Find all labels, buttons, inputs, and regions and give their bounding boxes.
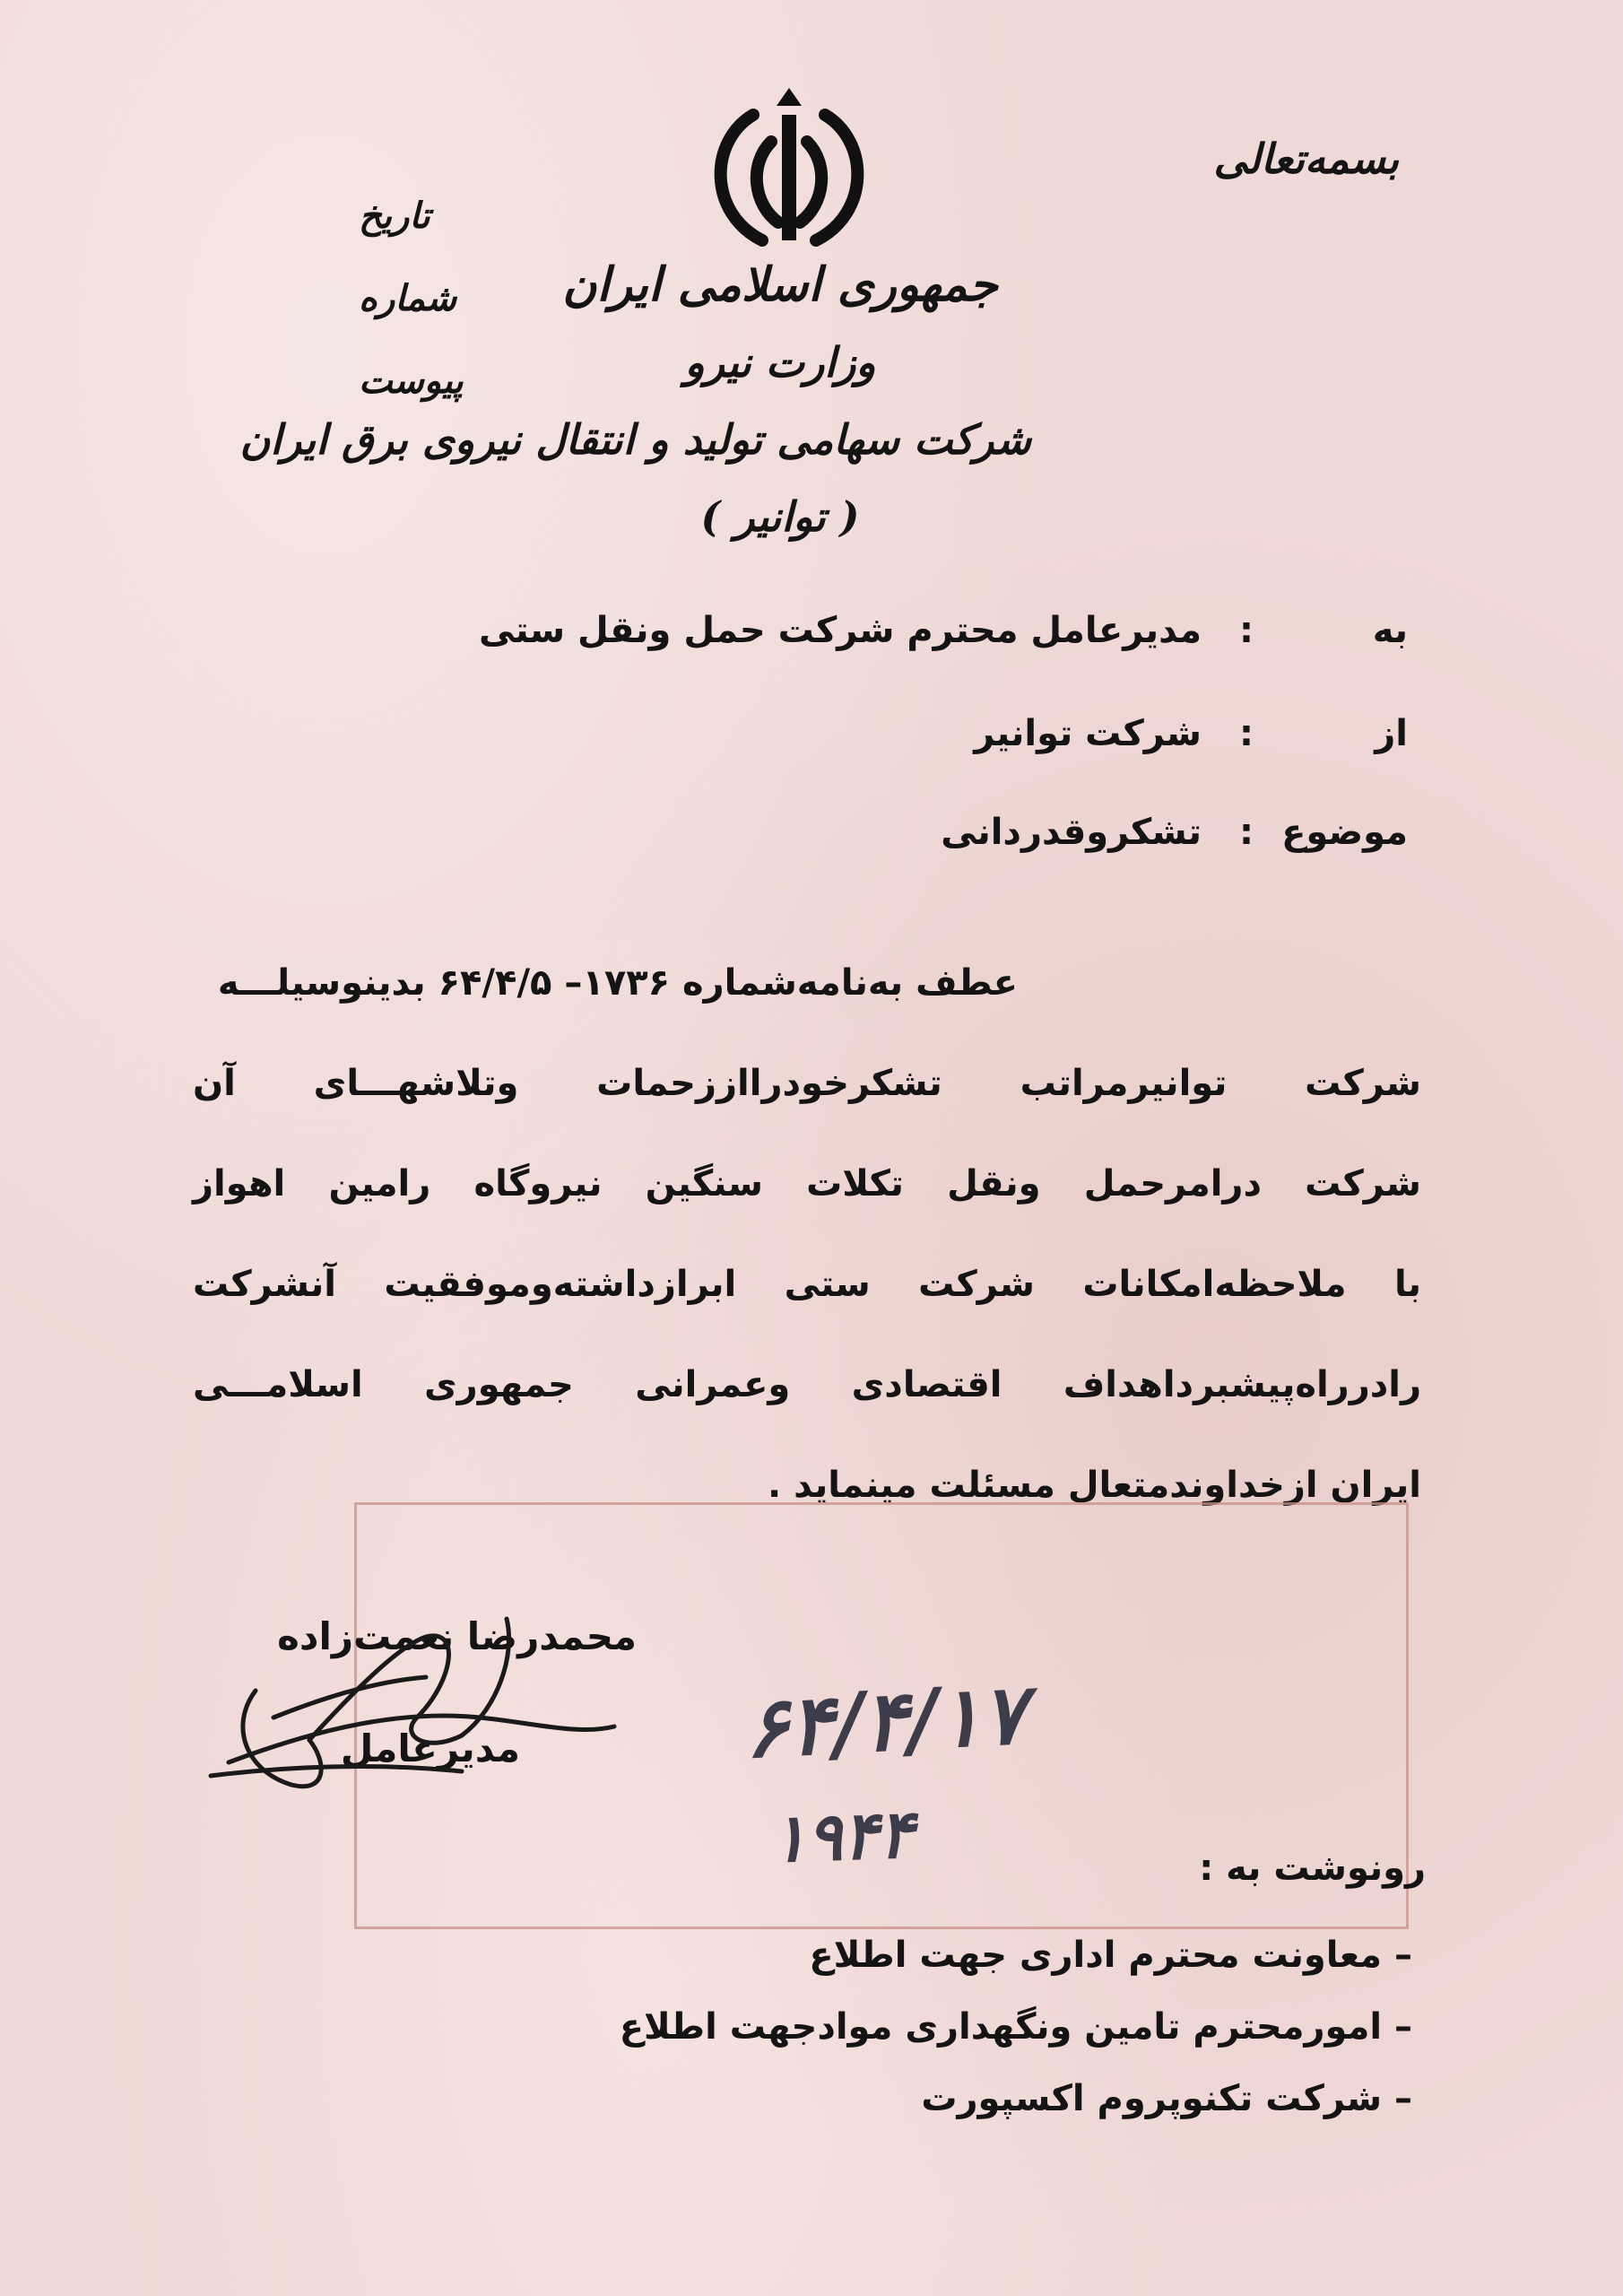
signer-title: مدیرعامل [340, 1726, 520, 1770]
cc-label: رونوشت به : [1199, 1848, 1426, 1889]
body-line: عطف به‌نامه‌شماره ۱۷۳۶– ۶۴/۴/۵ بدینوسیلـــه [217, 962, 1018, 1004]
signer-name: محمدرضا نعمت‌زاده [277, 1614, 637, 1658]
subject-label: موضوع [1281, 812, 1408, 853]
cc-item: – معاونت محترم اداری جهت اطلاع [809, 1935, 1412, 1976]
subject-value: تشکروقدردانی [941, 812, 1202, 853]
to-label: به [1372, 610, 1408, 651]
subject-colon: : [1239, 812, 1254, 853]
iran-emblem-icon [699, 79, 879, 258]
header-reference-labels [359, 175, 516, 422]
from-value: شرکت توانیر [974, 713, 1202, 754]
body-line: رادرراه‌پیشبرداهداف اقتصادی وعمرانی جمهوری اسلامـــی [193, 1364, 1421, 1405]
handwritten-signature [193, 1583, 623, 1816]
body-line: شرکت درامرحمل ونقل تکلات سنگین نیروگاه رامین اهواز [193, 1163, 1421, 1205]
cc-list [247, 1919, 1412, 2135]
to-colon: : [1239, 610, 1254, 651]
from-label: از [1375, 713, 1408, 754]
stamp-date: ۶۴/۴/۱۷ [742, 1665, 1028, 1778]
letter-body [193, 933, 1421, 1535]
letterhead-country: جمهوری اسلامی ایران [562, 257, 998, 312]
cc-item: – امورمحترم تامین ونگهداری موادجهت اطلاع [619, 2006, 1412, 2048]
date-label: تاریخ [359, 195, 430, 237]
body-line: با ملاحظه‌امکانات شرکت ستی ابرازداشته‌وموفقیت آنشرکت [193, 1264, 1421, 1305]
letterhead-ministry: وزارت نیرو [684, 338, 876, 387]
body-line: شرکت توانیرمراتب تشکرخودرااززحمات وتلاشهـــای آن [193, 1063, 1421, 1104]
attachment-label: پیوست [359, 360, 464, 402]
invocation-text: بسمه‌تعالی [1213, 135, 1399, 183]
cc-item: – شرکت تکنوپروم اکسپورت [921, 2078, 1412, 2119]
number-label: شماره [359, 277, 457, 319]
to-value: مدیرعامل محترم شرکت حمل ونقل ستی [478, 610, 1202, 651]
from-colon: : [1239, 713, 1254, 754]
stamp-number: ۱۹۴۴ [769, 1796, 916, 1878]
letterhead-company: شرکت سهامی تولید و انتقال نیروی برق ایران [239, 415, 1031, 464]
letterhead-company-short: ( توانیر ) [700, 492, 860, 541]
body-line: ایران ازخداوندمتعال مسئلت مینماید . [768, 1465, 1421, 1506]
